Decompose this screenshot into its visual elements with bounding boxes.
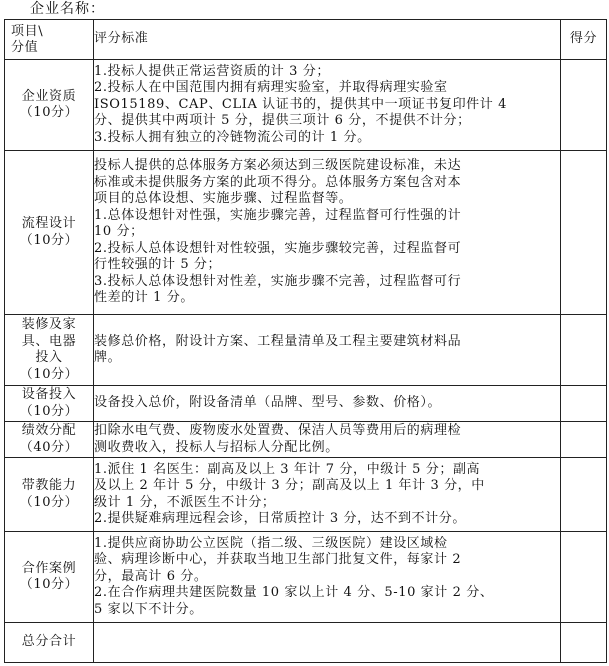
standard-line: ISO15189、CAP、CLIA 认证书的，提供其中一项证书复印件计 4 xyxy=(94,96,507,112)
table-row-total xyxy=(5,623,607,663)
standard-line: 扣除水电气费、废物废水处置费、保洁人员等费用后的病理检 xyxy=(94,423,462,438)
standard-line: 分，最高计 6 分。 xyxy=(94,568,208,584)
standard-line: 2.投标人总体设想针对性较强，实施步骤较完善，过程监督可 xyxy=(94,240,462,256)
total-empty-cell xyxy=(94,623,561,663)
row-item-name: 设备投入 xyxy=(21,387,77,402)
row-item-points: （10分） xyxy=(19,494,79,510)
row-item-name-line: 具、电器 xyxy=(21,333,77,349)
standard-line: 1.派住 1 名医生：副高及以上 3 年计 7 分，中级计 5 分；副高 xyxy=(94,461,481,477)
standard-line: 验、病理诊断中心，并获取当地卫生部门批复文件，每家计 2 xyxy=(94,552,462,568)
standard-line: 测收费收入，投标人与招标人分配比例。 xyxy=(94,439,339,455)
company-name-label: 企业名称： xyxy=(30,1,105,17)
standard-line: 2.投标人在中国范围内拥有病理实验室，并取得病理实验室 xyxy=(94,80,448,96)
score-input-cell[interactable] xyxy=(561,532,607,623)
row-standard-cell xyxy=(94,458,561,532)
row-item-points: （10分） xyxy=(19,403,79,419)
standard-line: 级计 1 分，不派医生不计分； xyxy=(94,494,276,510)
score-input-cell[interactable] xyxy=(561,60,607,151)
standard-line: 3.投标人拥有独立的冷链物流公司的计 1 分。 xyxy=(94,129,371,145)
row-item-cell xyxy=(5,386,94,422)
row-item-cell xyxy=(5,532,94,623)
row-item-points: （10分） xyxy=(19,105,79,120)
table-header-row xyxy=(5,20,607,60)
standard-line: 牌。 xyxy=(94,350,122,365)
row-item-cell xyxy=(5,422,94,458)
row-item-name-line: 投入 xyxy=(35,350,63,365)
standard-line: 2.在合作病理共建医院数量 10 家以上计 4 分、5-10 家计 2 分、 xyxy=(94,585,494,601)
row-item-name: 绩效分配 xyxy=(21,423,77,438)
row-standard-cell xyxy=(94,422,561,458)
row-standard-cell xyxy=(94,60,561,151)
table-row-decoration xyxy=(5,315,607,386)
header-score: 得分 xyxy=(561,20,607,60)
standard-line: 及以上 2 年计 5 分，中级计 3 分；副高及以上 1 年计 3 分，中 xyxy=(94,478,485,493)
header-item-line1: 项目\ xyxy=(11,24,44,39)
standard-line: 3.投标人总体设想针对性差，实施步骤不完善，过程监督可行 xyxy=(94,273,462,289)
score-input-cell[interactable] xyxy=(561,422,607,458)
standard-line: 2.提供疑难病理远程会诊，日常质控计 3 分，达不到不计分。 xyxy=(94,511,466,526)
row-item-name: 企业资质 xyxy=(21,88,77,104)
row-item-cell xyxy=(5,60,94,151)
row-standard-cell xyxy=(94,151,561,315)
table-row-qualification xyxy=(5,60,607,151)
row-item-points: （10分） xyxy=(19,577,79,592)
table-row-equipment xyxy=(5,386,607,422)
standard-line: 5 家以下不计分。 xyxy=(94,601,203,617)
standard-line: 分、提供其中两项计 5 分，提供三项计 6 分，不提供不计分； xyxy=(94,113,471,129)
row-item-points: （40分） xyxy=(19,439,79,455)
row-item-points: （10分） xyxy=(19,366,79,382)
standard-line: 投标人提供的总体服务方案必须达到三级医院建设标准，未达 xyxy=(94,158,462,174)
standard-line: 设备投入总价，附设备清单（品牌、型号、参数、价格）。 xyxy=(94,395,442,411)
score-input-cell[interactable] xyxy=(561,315,607,386)
standard-line: 1.总体设想针对性强，实施步骤完善，过程监督可行性强的计 xyxy=(94,207,462,223)
standard-line: 项目的总体设想、实施步骤、过程监督等。 xyxy=(94,191,353,207)
standard-line: 性差的计 1 分。 xyxy=(94,290,194,306)
scoring-table xyxy=(4,19,607,663)
row-item-cell xyxy=(5,458,94,532)
table-row-performance xyxy=(5,422,607,458)
header-standard: 评分标准 xyxy=(94,20,561,60)
row-standard-cell xyxy=(94,386,561,422)
row-item-name: 带教能力 xyxy=(21,478,77,493)
row-item-name-line: 装修及家 xyxy=(21,317,77,332)
row-standard-cell xyxy=(94,532,561,623)
table-row-cases xyxy=(5,532,607,623)
row-item-name: 合作案例 xyxy=(21,560,77,576)
row-item-name: 流程设计 xyxy=(21,216,77,231)
row-standard-cell xyxy=(94,315,561,386)
row-item-cell xyxy=(5,151,94,315)
standard-line: 标准或未提供服务方案的此项不得分。总体服务方案包含对本 xyxy=(94,174,462,190)
standard-line: 装修总价格，附设计方案、工程量清单及工程主要建筑材料品 xyxy=(94,333,462,349)
table-row-teaching xyxy=(5,458,607,532)
score-input-cell[interactable] xyxy=(561,151,607,315)
header-item-line2: 分值 xyxy=(11,39,39,55)
row-item-points: （10分） xyxy=(19,232,79,248)
table-row-process-design xyxy=(5,151,607,315)
total-score-cell[interactable] xyxy=(561,623,607,663)
standard-line: 行性较强的计 5 分； xyxy=(94,257,222,273)
row-item-cell xyxy=(5,315,94,386)
total-label: 总分合计 xyxy=(5,623,94,663)
header-item-cell xyxy=(5,20,94,60)
score-input-cell[interactable] xyxy=(561,386,607,422)
standard-line: 10 分； xyxy=(94,224,144,240)
standard-line: 1.提供应商协助公立医院（指二级、三级医院）建设区域检 xyxy=(94,535,448,551)
standard-line: 1.投标人提供正常运营资质的计 3 分； xyxy=(94,63,330,79)
score-input-cell[interactable] xyxy=(561,458,607,532)
